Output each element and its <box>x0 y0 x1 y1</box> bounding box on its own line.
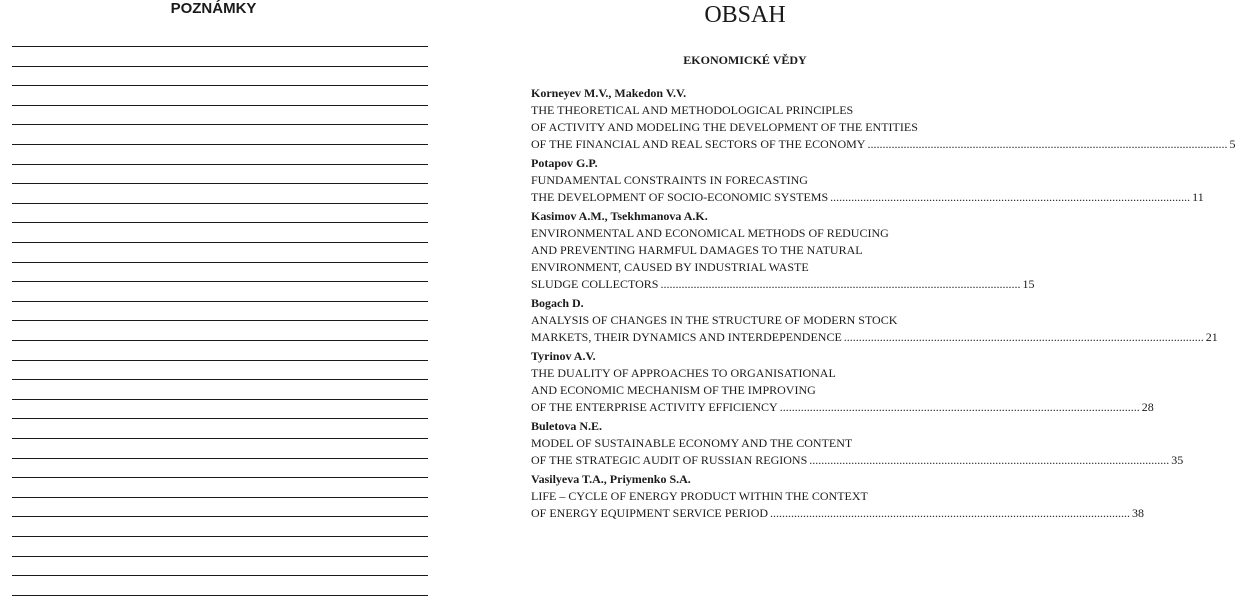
ruled-line <box>12 164 428 165</box>
toc-title-line-with-page <box>531 399 1154 416</box>
ruled-line <box>12 418 428 419</box>
toc-entry[interactable] <box>531 295 1218 346</box>
dot-leader: ........................................................................................................................ <box>830 190 1191 204</box>
ruled-line <box>12 222 428 223</box>
toc-author: Buletova N.E. <box>531 419 603 433</box>
ruled-line <box>12 242 428 243</box>
toc-author: Potapov G.P. <box>531 156 598 170</box>
toc-title-line: OF THE ENTERPRISE ACTIVITY EFFICIENCY <box>531 400 778 414</box>
toc-title-line: FUNDAMENTAL CONSTRAINTS IN FORECASTING <box>531 173 808 187</box>
toc-title-line: THE DEVELOPMENT OF SOCIO-ECONOMIC SYSTEMS <box>531 190 829 204</box>
toc-page-number: 11 <box>1192 190 1204 204</box>
toc-title-line: OF ACTIVITY AND MODELING THE DEVELOPMENT OF THE ENTITIES <box>531 120 918 134</box>
dot-leader: ........................................................................................................................ <box>867 137 1228 151</box>
ruled-line <box>12 575 428 576</box>
ruled-line <box>12 66 428 67</box>
toc-title-line-with-page <box>531 329 1218 346</box>
toc-author: Korneyev M.V., Makedon V.V. <box>531 86 687 100</box>
toc-title-line-with-page <box>531 136 1235 153</box>
notes-title: POZNÁMKY <box>170 0 257 17</box>
contents-page <box>531 0 1235 606</box>
ruled-line <box>12 458 428 459</box>
toc-title-line: LIFE – CYCLE OF ENERGY PRODUCT WITHIN THE CONTEXT <box>531 489 868 503</box>
ruled-line <box>12 281 428 282</box>
ruled-line <box>12 497 428 498</box>
ruled-line <box>12 477 428 478</box>
toc-entry[interactable] <box>531 155 1204 206</box>
toc-author: Bogach D. <box>531 296 584 310</box>
toc-title-line: ANALYSIS OF CHANGES IN THE STRUCTURE OF MODERN STOCK <box>531 313 898 327</box>
ruled-line <box>12 399 428 400</box>
toc-title-line: AND ECONOMIC MECHANISM OF THE IMPROVING <box>531 383 816 397</box>
toc-page-number: 5 <box>1229 137 1235 151</box>
toc-author: Kasimov A.M., Tsekhmanova A.K. <box>531 209 708 223</box>
dot-leader: ........................................................................................................................ <box>660 277 1021 291</box>
toc-page-number: 28 <box>1141 400 1154 414</box>
section-heading: EKONOMICKÉ VĚDY <box>683 53 807 67</box>
dot-leader: ........................................................................................................................ <box>770 506 1131 520</box>
contents-title: OBSAH <box>704 2 786 28</box>
toc-entry[interactable] <box>531 348 1154 416</box>
toc-entry[interactable] <box>531 418 1184 469</box>
ruled-line <box>12 379 428 380</box>
toc-title-line: MARKETS, THEIR DYNAMICS AND INTERDEPENDENCE <box>531 330 842 344</box>
ruled-line <box>12 124 428 125</box>
toc-title-line: AND PREVENTING HARMFUL DAMAGES TO THE NATURAL <box>531 243 863 257</box>
toc-title-line: OF ENERGY EQUIPMENT SERVICE PERIOD <box>531 506 769 520</box>
ruled-line <box>12 183 428 184</box>
ruled-line <box>12 536 428 537</box>
ruled-line <box>12 595 428 596</box>
ruled-line <box>12 144 428 145</box>
ruled-line <box>12 46 428 47</box>
ruled-line <box>12 105 428 106</box>
toc-title-line-with-page <box>531 505 1145 522</box>
toc-title-line-with-page <box>531 276 1035 293</box>
ruled-line <box>12 203 428 204</box>
dot-leader: ........................................................................................................................ <box>843 330 1204 344</box>
table-of-contents <box>531 85 1235 524</box>
toc-author: Tyrinov A.V. <box>531 349 596 363</box>
toc-title-line: SLUDGE COLLECTORS <box>531 277 659 291</box>
toc-title-line: MODEL OF SUSTAINABLE ECONOMY AND THE CONTENT <box>531 436 853 450</box>
ruled-line <box>12 85 428 86</box>
toc-entry[interactable] <box>531 208 1035 293</box>
ruled-line <box>12 340 428 341</box>
toc-title-line: OF THE FINANCIAL AND REAL SECTORS OF THE ECONOMY <box>531 137 866 151</box>
dot-leader: ........................................................................................................................ <box>779 400 1140 414</box>
ruled-line <box>12 556 428 557</box>
ruled-line <box>12 516 428 517</box>
ruled-line <box>12 438 428 439</box>
toc-title-line: THE DUALITY OF APPROACHES TO ORGANISATIONAL <box>531 366 836 380</box>
toc-page-number: 38 <box>1132 506 1145 520</box>
ruled-line <box>12 360 428 361</box>
toc-title-line: OF THE STRATEGIC AUDIT OF RUSSIAN REGIONS <box>531 453 808 467</box>
toc-title-line-with-page <box>531 189 1204 206</box>
toc-entry[interactable] <box>531 85 1235 153</box>
toc-page-number: 15 <box>1022 277 1035 291</box>
toc-entry[interactable] <box>531 471 1145 522</box>
ruled-line <box>12 320 428 321</box>
toc-title-line-with-page <box>531 452 1184 469</box>
notes-page <box>0 0 440 606</box>
ruled-line <box>12 301 428 302</box>
dot-leader: ........................................................................................................................ <box>809 453 1170 467</box>
toc-page-number: 35 <box>1171 453 1184 467</box>
toc-title-line: ENVIRONMENT, CAUSED BY INDUSTRIAL WASTE <box>531 260 809 274</box>
toc-author: Vasilyeva T.A., Priymenko S.A. <box>531 472 691 486</box>
toc-page-number: 21 <box>1205 330 1218 344</box>
toc-title-line: ENVIRONMENTAL AND ECONOMICAL METHODS OF REDUCING <box>531 226 889 240</box>
ruled-line <box>12 262 428 263</box>
toc-title-line: THE THEORETICAL AND METHODOLOGICAL PRINCIPLES <box>531 103 854 117</box>
